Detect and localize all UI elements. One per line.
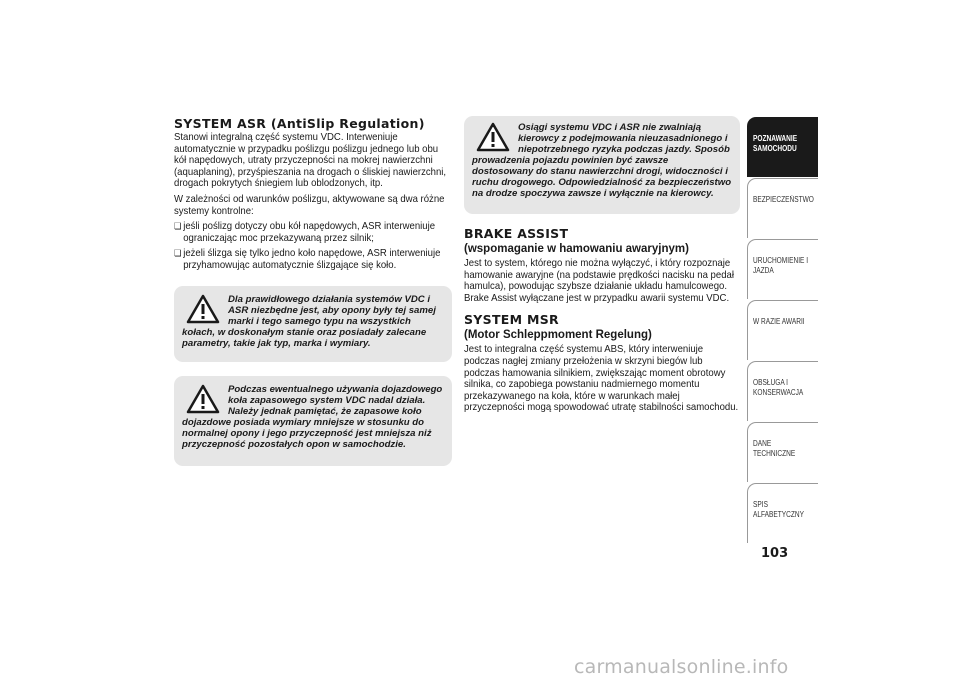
right-column — [464, 116, 740, 418]
tab-dane-techniczne[interactable]: DANE TECHNICZNE — [747, 422, 818, 482]
warning-text-spare-wheel: Podczas ewentualnego używania dojazdowego koła zapasowego system VDC nadal działa. Należy jednak pamiętać, że zapasowe koło dojazdowe posiada wymiary mniejsze w stosunku do normalnej opony i jego przyczepność jest mniejsza niż przyczepność pozostałych opon w samochodzie. — [182, 383, 443, 450]
warning-text-tires: Dla prawidłowego działania systemów VDC i ASR niezbędne jest, aby opony były tej samej marki i tego samego typu na wszystkich kołach, w doskonałym stanie oraz posiadały zalecane parametry, takie jak typ, marka i wymiary. — [182, 293, 436, 349]
brake-assist-subtitle: (wspomaganie w hamowaniu awaryjnym) — [464, 243, 689, 255]
warning-triangle-icon — [476, 122, 510, 152]
watermark: carmanualsonline.info — [574, 656, 789, 678]
tab-w-razie-awarii[interactable]: W RAZIE AWARII — [747, 300, 818, 360]
left-column — [174, 116, 452, 466]
tab-obsluga-i-konserwacja[interactable]: OBSŁUGA I KONSERWACJA — [747, 361, 818, 421]
msr-subtitle: (Motor Schleppmoment Regelung) — [464, 329, 652, 342]
warning-box-tires — [174, 286, 452, 362]
tab-bezpieczenstwo[interactable]: BEZPIECZEŃSTWO — [747, 178, 818, 238]
tab-poznawanie-samochodu[interactable]: POZNAWANIE SAMOCHODU — [747, 117, 818, 177]
page-number: 103 — [761, 546, 789, 561]
tab-uruchomienie-i-jazda[interactable]: URUCHOMIENIE I JAZDA — [747, 239, 818, 299]
brake-assist-title: BRAKE ASSIST — [464, 226, 569, 241]
asr-paragraph-2: W zależności od warunków poślizgu, aktywowane są dwa różne systemy kontrolne: — [174, 193, 445, 217]
warning-box-driver-responsibility — [464, 116, 740, 214]
asr-bullet-1: ❏ jeśli poślizg dotyczy obu kół napędowych, ASR interweniuje ograniczając moc przekazywaną przez silnik; — [174, 221, 459, 244]
warning-triangle-icon — [186, 384, 220, 414]
brake-assist-paragraph: Jest to system, którego nie można wyłączyć, i który rozpoznaje hamowanie awaryjne (na podstawie prędkości nacisku na pedał hamulca), powodując szybsze działanie układu hamulcowego. Brake Assist wyłączane jest w przypadku awarii systemu VDC. — [464, 258, 734, 304]
warning-triangle-icon — [186, 294, 220, 324]
msr-paragraph: Jest to integralna część systemu ABS, który interweniuje podczas nagłej zmiany przełożenia w skrzyni biegów lub podczas hamowania silnikiem, zwiększając moment obrotowy silnika, co zapobiega powstaniu nadmiernego momentu przekazywanego na koła, które w warunkach małej przyczepności mogą spowodować utratę stabilności samochodu. — [464, 344, 739, 414]
asr-paragraph-1: Stanowi integralną część systemu VDC. Interweniuje automatycznie w przypadku poślizgu poślizgu jednego lub obu kół napędowych, utraty przyczepności na mokrej nawierzchni (aquaplaning), przyśpieszania na drogach o śliskiej nawierzchni, drogach pokrytych śniegiem lub oblodzonych, itp. — [174, 132, 447, 190]
asr-bullet-2: ❏ jeżeli ślizga się tylko jedno koło napędowe, ASR interweniuje przyhamowując automatycznie ślizgające się koło. — [174, 248, 459, 271]
tab-spis-alfabetyczny[interactable]: SPIS ALFABETYCZNY — [747, 483, 818, 543]
msr-title: SYSTEM MSR — [464, 312, 559, 328]
warning-text-driver-responsibility: Osiągi systemu VDC i ASR nie zwalniają kierowcy z podejmowania nieuzasadnionego i niepotrzebnego ryzyka podczas jazdy. Sposób prowadzenia pojazdu powinien być zawsze dostosowany do stanu nawierzchni drogi, widoczności i ruchu drogowego. Odpowiedzialność za bezpieczeństwo na drodze spoczywa zawsze i wyłącznie na kierowcy. — [472, 122, 732, 199]
asr-title: SYSTEM ASR (AntiSlip Regulation) — [174, 116, 425, 131]
warning-box-spare-wheel — [174, 376, 452, 466]
